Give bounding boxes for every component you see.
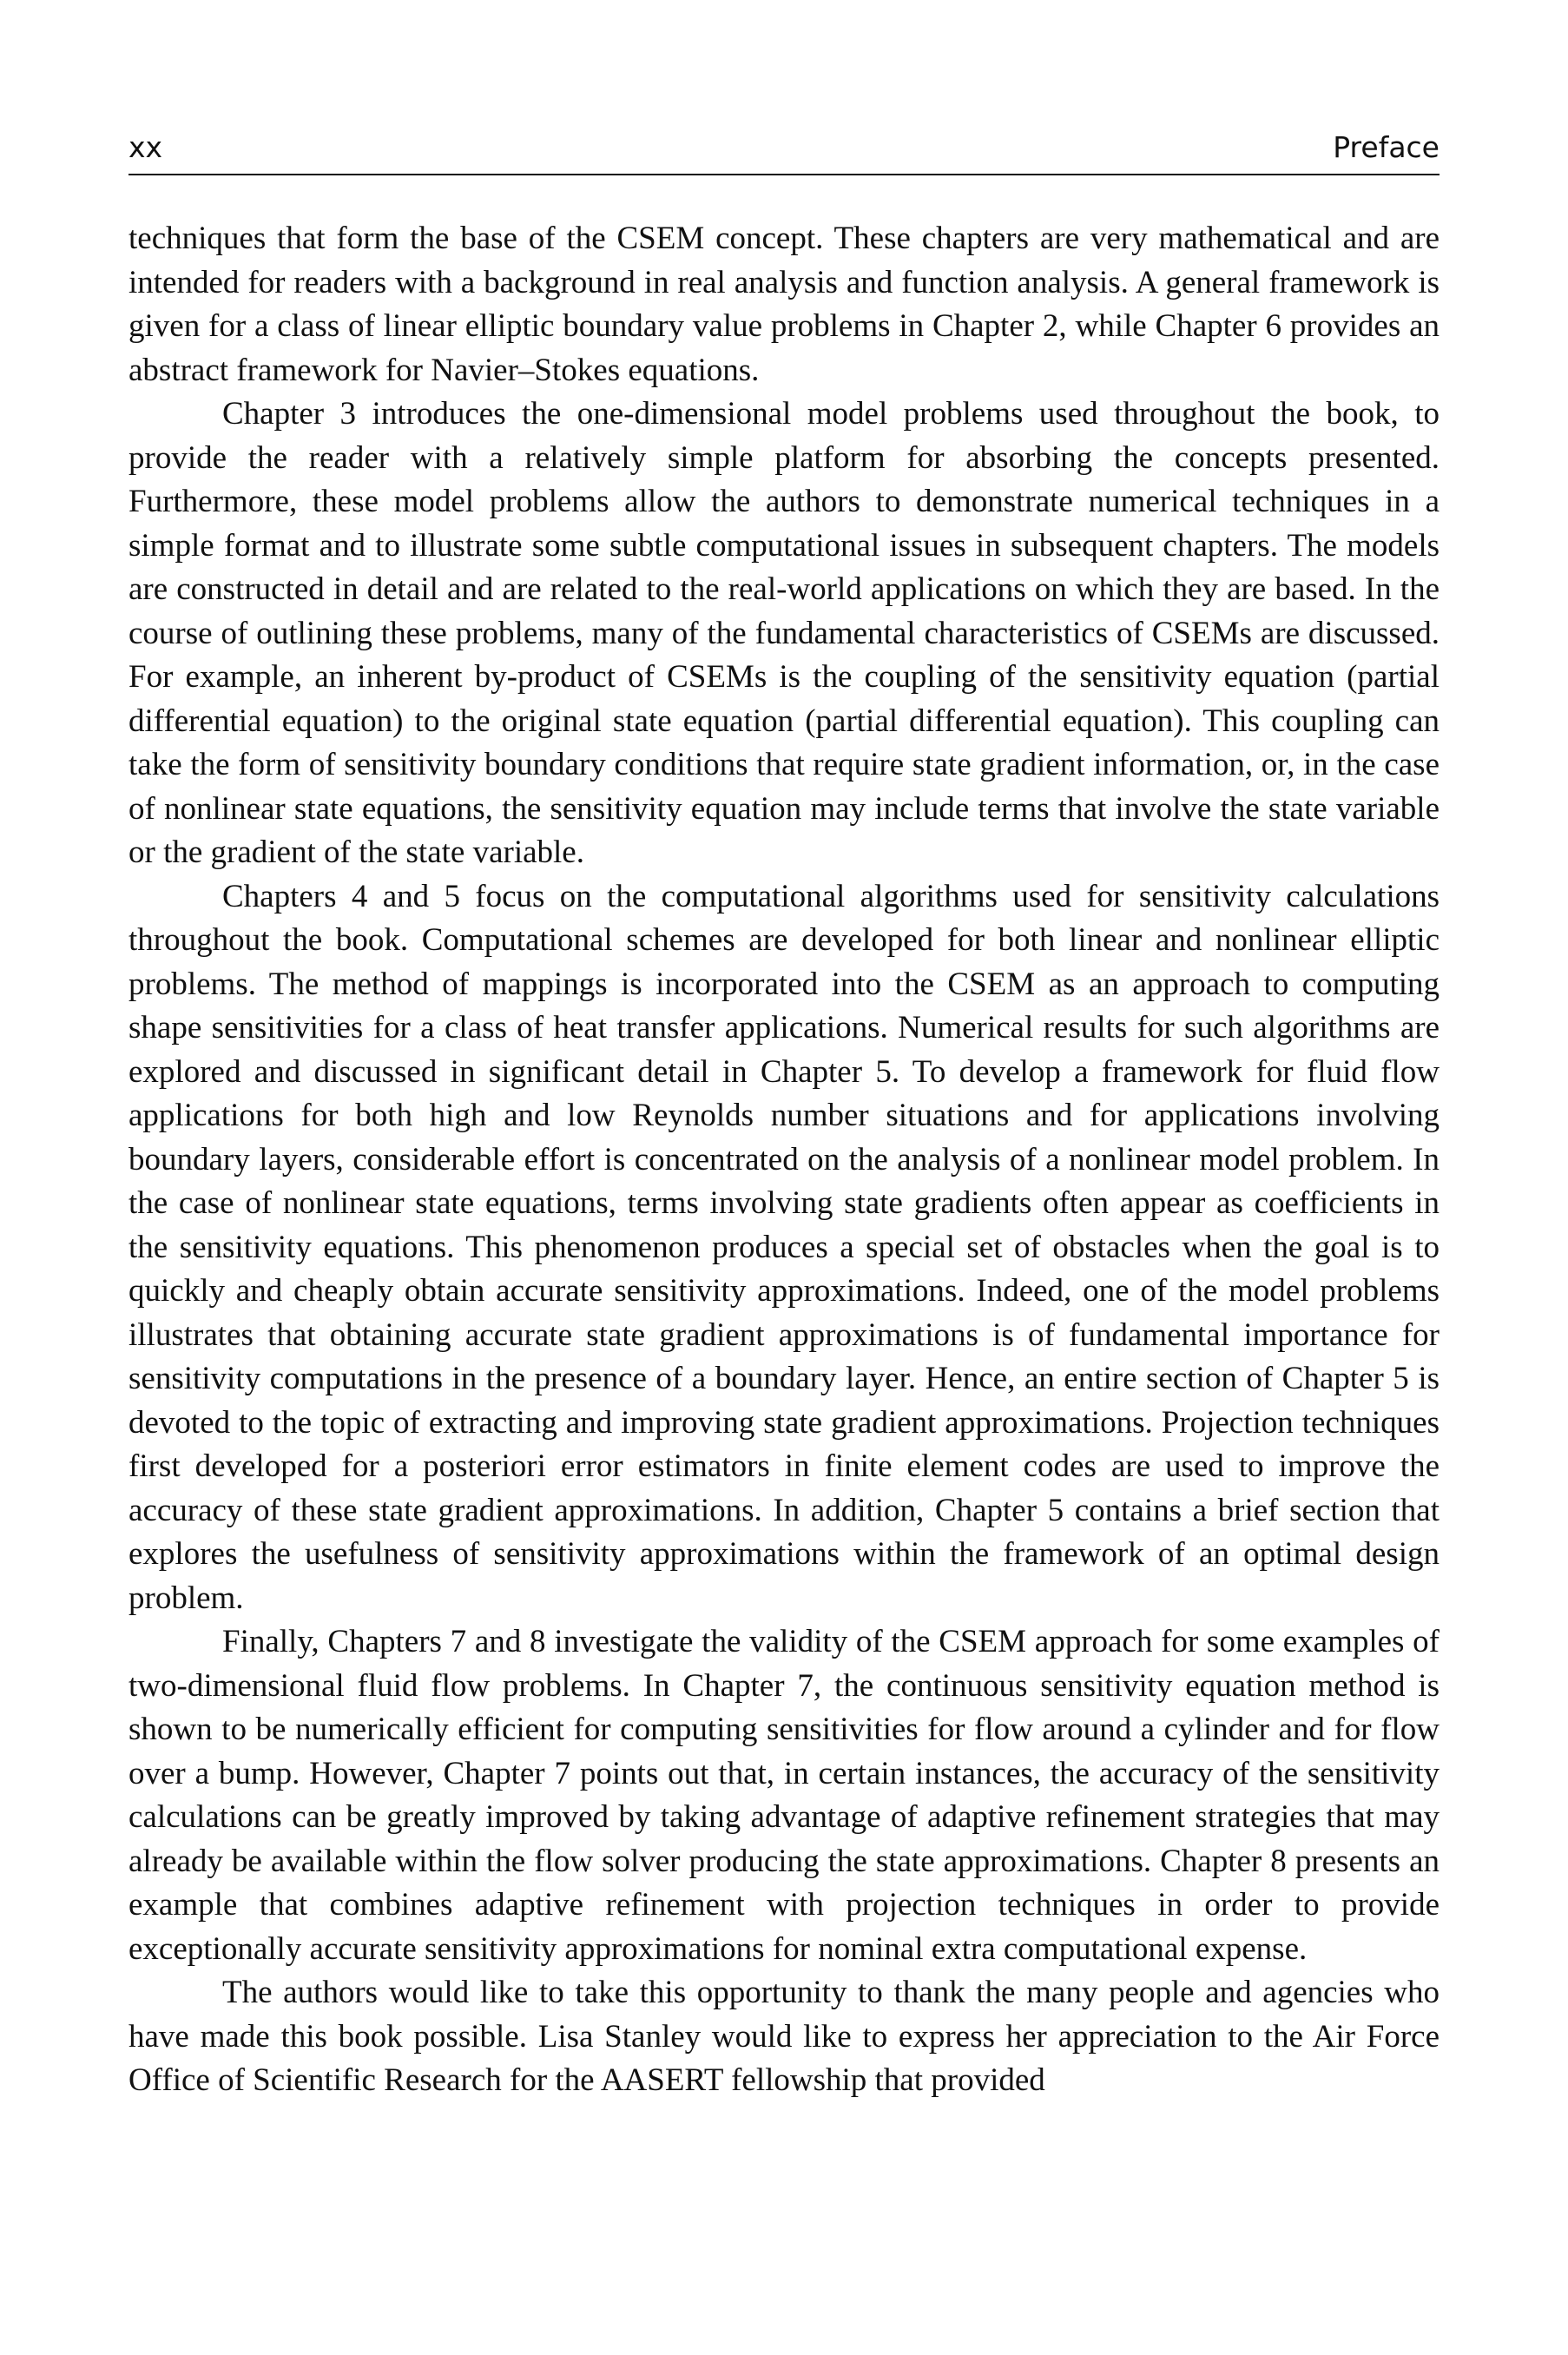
paragraph-5: The authors would like to take this opportunity to thank the many people and agencies who have made this book possible. Lisa Stanley would like to express her appreciation to the Air Force Office of Scientific Research for the AASERT fellowship that provided <box>128 1975 1440 2098</box>
book-page <box>128 130 1440 2103</box>
paragraph-3: Chapters 4 and 5 focus on the computational algorithms used for sensitivity calculations throughout the book. Computational schemes are developed for both linear and nonlinear elliptic problems. The method of mappings is incorporated into the CSEM as an approach to computing shape sensitivities for a class of heat transfer applications. Numerical results for such algorithms are explored and discussed in significant detail in Chapter 5. To develop a framework for fluid flow applications for both high and low Reynolds number situations and for applications involving boundary layers, considerable effort is concentrated on the analysis of a nonlinear model problem. In the case of nonlinear state equations, terms involving state gradients often appear as coefficients in the sensitivity equations. This phenomenon produces a special set of obstacles when the goal is to quickly and cheaply obtain accurate sensitivity approximations. Indeed, one of the model problems illustrates that obtaining accurate state gradient approximations is of fundamental importance for sensitivity computations in the presence of a boundary layer. Hence, an entire section of Chapter 5 is devoted to the topic of extracting and improving state gradient approximations. Projection techniques first developed for a posteriori error estimators in finite element codes are used to improve the accuracy of these state gradient approximations. In addition, Chapter 5 contains a brief section that explores the usefulness of sensitivity approximations within the framework of an optimal design problem. <box>128 878 1440 1616</box>
paragraph-1: techniques that form the base of the CSEM concept. These chapters are very mathematical and are intended for readers with a background in real analysis and function analysis. A general framework is given for a class of linear elliptic boundary value problems in Chapter 2, while Chapter 6 provides an abstract framework for Navier–Stokes equations. <box>128 221 1440 388</box>
paragraph-2: Chapter 3 introduces the one-dimensional model problems used throughout the book, to provide the reader with a relatively simple platform for absorbing the concepts presented. Furthermore, these model problems allow the authors to demonstrate numerical techniques in a simple format and to illustrate some subtle computational issues in subsequent chapters. The models are constructed in detail and are related to the real-world applications on which they are based. In the course of outlining these problems, many of the fundamental characteristics of CSEMs are discussed. For example, an inherent by-product of CSEMs is the coupling of the sensitivity equation (partial differential equation) to the original state equation (partial differential equation). This coupling can take the form of sensitivity boundary conditions that require state gradient information, or, in the case of nonlinear state equations, the sensitivity equation may include terms that involve the state variable or the gradient of the state variable. <box>128 396 1440 870</box>
page-number: xx <box>128 130 163 164</box>
running-head-title: Preface <box>1333 130 1440 164</box>
running-head <box>128 130 1440 175</box>
paragraph-4: Finally, Chapters 7 and 8 investigate the validity of the CSEM approach for some examples of two-dimensional fluid flow problems. In Chapter 7, the continuous sensitivity equation method is shown to be numerically efficient for computing sensitivities for flow around a cylinder and for flow over a bump. However, Chapter 7 points out that, in certain instances, the accuracy of the sensitivity calculations can be greatly improved by taking advantage of adaptive refinement strategies that may already be available within the flow solver producing the state approximations. Chapter 8 presents an example that combines adaptive refinement with projection techniques in order to provide exceptionally accurate sensitivity approximations for nominal extra computational expense. <box>128 1624 1440 1967</box>
body-text <box>128 217 1440 2103</box>
